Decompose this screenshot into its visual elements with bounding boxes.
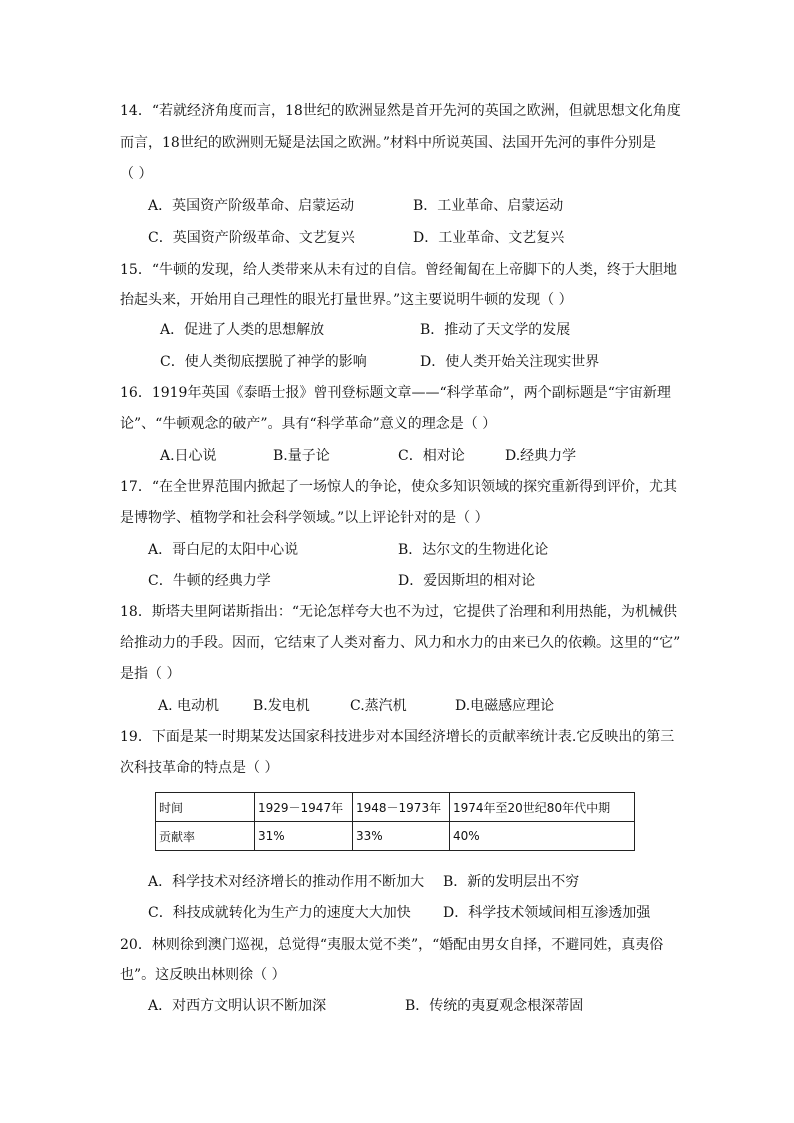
question-20-line-2: 也”。这反映出林则徐（ ） <box>120 967 286 983</box>
question-14-option-c[interactable]: C．英国资产阶级革命、文艺复兴 <box>148 230 355 246</box>
table-cell: 31% <box>255 822 353 851</box>
question-14-line-3: （ ） <box>120 166 153 182</box>
question-16-option-d[interactable]: D.经典力学 <box>505 448 577 464</box>
question-19-option-c[interactable]: C．科技成就转化为生产力的速度大大加快 <box>148 905 411 921</box>
table-header-row <box>156 793 635 822</box>
table-row <box>156 822 635 851</box>
question-15-line-1: 15．“牛顿的发现，给人类带来从未有过的自信。曾经匍匐在上帝脚下的人类，终于大胆地 <box>120 262 677 278</box>
table-cell: 时间 <box>156 793 255 822</box>
table-cell: 40% <box>450 822 635 851</box>
question-18-option-a[interactable]: A. 电动机 <box>158 698 220 714</box>
question-16-line-2: 论”、“牛顿观念的破产”。具有“科学革命”意义的理念是（ ） <box>120 416 497 432</box>
question-17-line-1: 17．“在全世界范围内掀起了一场惊人的争论，使众多知识领域的探究重新得到评价，尤其 <box>120 479 677 495</box>
question-17-option-a[interactable]: A．哥白尼的太阳中心说 <box>148 542 299 558</box>
question-19-option-a[interactable]: A．科学技术对经济增长的推动作用不断加大 <box>148 874 425 890</box>
question-14-option-b[interactable]: B．工业革命、启蒙运动 <box>413 198 564 214</box>
question-16-option-c[interactable]: C．相对论 <box>398 448 465 464</box>
question-18-line-1: 18．斯塔夫里阿诺斯指出：“无论怎样夸大也不为过，它提供了治理和利用热能，为机械供 <box>120 604 677 620</box>
question-15-option-d[interactable]: D．使人类开始关注现实世界 <box>420 354 600 370</box>
question-17-line-2: 是博物学、植物学和社会科学领域。”以上评论针对的是（ ） <box>120 510 489 526</box>
question-19-line-2: 次科技革命的特点是（ ） <box>120 760 279 776</box>
question-18-option-b[interactable]: B.发电机 <box>253 698 310 714</box>
question-15-option-b[interactable]: B．推动了天文学的发展 <box>420 322 571 338</box>
question-18-line-2: 给推动力的手段。因而，它结束了人类对畜力、风力和水力的由来已久的依赖。这里的“它” <box>120 635 681 651</box>
question-16-option-a[interactable]: A.日心说 <box>160 448 217 464</box>
table-cell: 1948－1973年 <box>353 793 450 822</box>
question-15-line-2: 抬起头来，开始用自己理性的眼光打量世界。”这主要说明牛顿的发现（ ） <box>120 292 573 308</box>
question-14-option-d[interactable]: D．工业革命、文艺复兴 <box>413 230 565 246</box>
question-18-option-c[interactable]: C.蒸汽机 <box>350 698 407 714</box>
question-18-line-3: 是指（ ） <box>120 666 181 682</box>
question-20-option-a[interactable]: A．对西方文明认识不断加深 <box>148 998 327 1014</box>
question-14-line-1: 14．“若就经济角度而言，18世纪的欧洲显然是首开先河的英国之欧洲，但就思想文化角度 <box>120 103 681 119</box>
contribution-rate-table <box>155 792 635 851</box>
table-cell: 1929－1947年 <box>255 793 353 822</box>
question-14-option-a[interactable]: A．英国资产阶级革命、启蒙运动 <box>148 198 355 214</box>
table-cell: 1974年至20世纪80年代中期 <box>450 793 635 822</box>
question-15-option-a[interactable]: A．促进了人类的思想解放 <box>160 322 325 338</box>
table-cell: 33% <box>353 822 450 851</box>
question-19-option-d[interactable]: D．科学技术领域间相互渗透加强 <box>443 905 651 921</box>
question-16-option-b[interactable]: B.量子论 <box>273 448 330 464</box>
question-20-option-b[interactable]: B．传统的夷夏观念根深蒂固 <box>405 998 584 1014</box>
question-19-line-1: 19．下面是某一时期某发达国家科技进步对本国经济增长的贡献率统计表.它反映出的第三 <box>120 729 675 745</box>
table-cell: 贡献率 <box>156 822 255 851</box>
question-16-line-1: 16．1919年英国《泰晤士报》曾刊登标题文章——“科学革命”，两个副标题是“宇宙新理 <box>120 385 671 401</box>
question-19-option-b[interactable]: B．新的发明层出不穷 <box>443 874 580 890</box>
question-15-option-c[interactable]: C．使人类彻底摆脱了神学的影响 <box>160 354 367 370</box>
question-18-option-d[interactable]: D.电磁感应理论 <box>455 698 555 714</box>
question-20-line-1: 20．林则徐到澳门巡视，总觉得“夷服太觉不类”，“婚配由男女自择，不避同姓，真夷俗 <box>120 937 664 953</box>
question-17-option-d[interactable]: D．爱因斯坦的相对论 <box>398 573 536 589</box>
question-17-option-c[interactable]: C．牛顿的经典力学 <box>148 573 271 589</box>
question-17-option-b[interactable]: B．达尔文的生物进化论 <box>398 542 549 558</box>
question-14-line-2: 而言，18世纪的欧洲则无疑是法国之欧洲。”材料中所说英国、法国开先河的事件分别是 <box>120 135 656 151</box>
